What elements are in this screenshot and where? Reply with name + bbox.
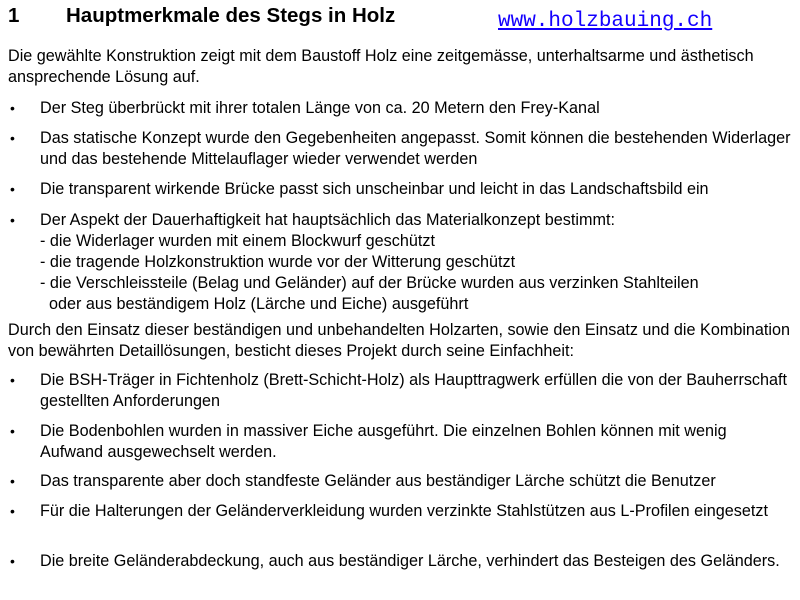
bullet-text: Das transparente aber doch standfeste Geländer aus beständiger Lärche schützt die Benutzer (40, 472, 716, 490)
bullet-text: Der Steg überbrückt mit ihrer totalen Länge von ca. 20 Metern den Frey-Kanal (40, 99, 600, 117)
list-item (8, 501, 793, 522)
bullet-text: Für die Halterungen der Geländerverkleidung wurden verzinkte Stahlstützen aus L-Profilen eingesetzt (40, 502, 768, 520)
bullet-dot: • (10, 503, 15, 519)
bullet-dot: • (10, 473, 15, 489)
bullet-dot: • (10, 181, 15, 197)
list-item (8, 471, 793, 492)
heading-number: 1 (8, 4, 20, 27)
list-item (8, 179, 793, 200)
list-item (8, 98, 793, 119)
bullet-text: Die Bodenbohlen wurden in massiver Eiche ausgeführt. Die einzelnen Bohlen können mit wenig Aufwand ausgewechselt werden. (40, 422, 727, 461)
bullet-dot: • (10, 423, 15, 439)
middle-paragraph: Durch den Einsatz dieser beständigen und unbehandelten Holzarten, sowie den Einsatz und die Kombination von bewährten Detaillösungen, besticht dieses Projekt durch seine Einfachheit: (8, 321, 791, 360)
bullet-dot: • (10, 372, 15, 388)
heading-title: Hauptmerkmale des Stegs in Holz (66, 4, 396, 27)
bullet-dot: • (10, 212, 15, 228)
bullet-dot: • (10, 100, 15, 116)
list-item (8, 551, 793, 572)
list-item (8, 210, 793, 315)
website-link[interactable]: www.holzbauing.ch (498, 10, 713, 33)
list-item (8, 370, 793, 412)
sub-item: oder aus beständigem Holz (Lärche und Eiche) ausgeführt (40, 295, 469, 313)
bullet-text: Das statische Konzept wurde den Gegebenheiten angepasst. Somit können die bestehenden Widerlager und das bestehende Mittelauflager wieder verwendet werden (40, 129, 791, 168)
sub-item: - die Widerlager wurden mit einem Blockwurf geschützt (40, 232, 435, 250)
page-heading (8, 4, 395, 28)
bullet-dot: • (10, 130, 15, 146)
bullet-text: Der Aspekt der Dauerhaftigkeit hat hauptsächlich das Materialkonzept bestimmt: (40, 211, 615, 229)
sub-item: - die Verschleissteile (Belag und Geländer) auf der Brücke wurden aus verzinken Stahlteilen (40, 274, 699, 292)
intro-paragraph: Die gewählte Konstruktion zeigt mit dem Baustoff Holz eine zeitgemässe, unterhaltsarme und ästhetisch ansprechende Lösung auf. (8, 47, 754, 86)
bullet-text: Die breite Geländerabdeckung, auch aus beständiger Lärche, verhindert das Besteigen des Geländers. (40, 552, 780, 570)
bullet-dot: • (10, 553, 15, 569)
bullet-text: Die BSH-Träger in Fichtenholz (Brett-Schicht-Holz) als Haupttragwerk erfüllen die von der Bauherrschaft gestellten Anforderungen (40, 371, 788, 410)
list-item (8, 421, 793, 463)
bullet-text: Die transparent wirkende Brücke passt sich unscheinbar und leicht in das Landschaftsbild ein (40, 180, 709, 198)
sub-item: - die tragende Holzkonstruktion wurde vor der Witterung geschützt (40, 253, 516, 271)
list-item (8, 128, 793, 170)
